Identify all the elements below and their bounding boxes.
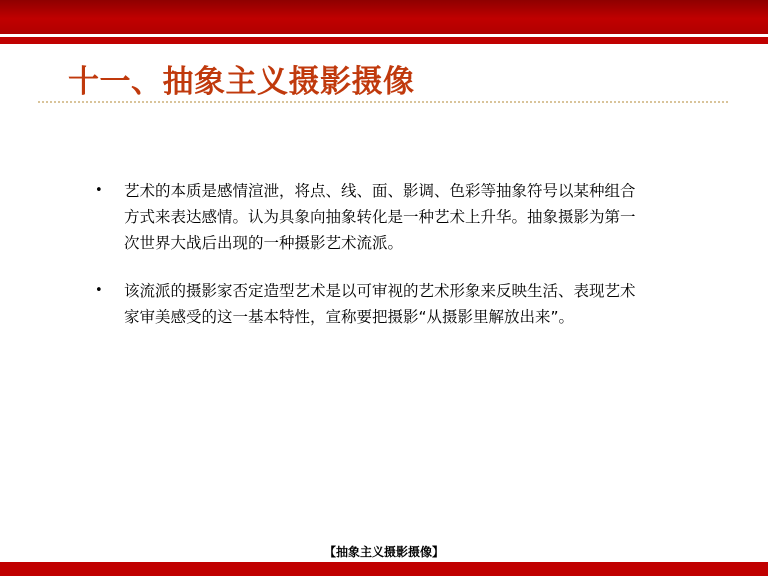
slide-title: 十一、抽象主义摄影摄像 [68,64,415,100]
footer-caption: 【抽象主义摄影摄像】 [323,545,444,559]
bullet-text: 艺术的本质是感情渲泄，将点、线、面、影调、色彩等抽象符号以某种组合方式来表达感情。认为具象向抽象转化是一种艺术上升华。抽象摄影为第一次世界大战后出现的一种摄影艺术流派。 [124,182,636,252]
bullet-item [95,278,645,330]
top-red-band [0,0,768,34]
bullet-item [95,178,645,256]
title-dotted-divider [38,101,728,103]
bullet-dot-icon: • [95,283,103,298]
top-red-stripe [0,37,768,44]
bottom-red-band [0,562,768,576]
bullet-list [95,178,645,352]
bullet-dot-icon: • [95,183,103,198]
bullet-text: 该流派的摄影家否定造型艺术是以可审视的艺术形象来反映生活、表现艺术家审美感受的这一基本特性，宣称要把摄影“从摄影里解放出来”。 [124,282,636,326]
